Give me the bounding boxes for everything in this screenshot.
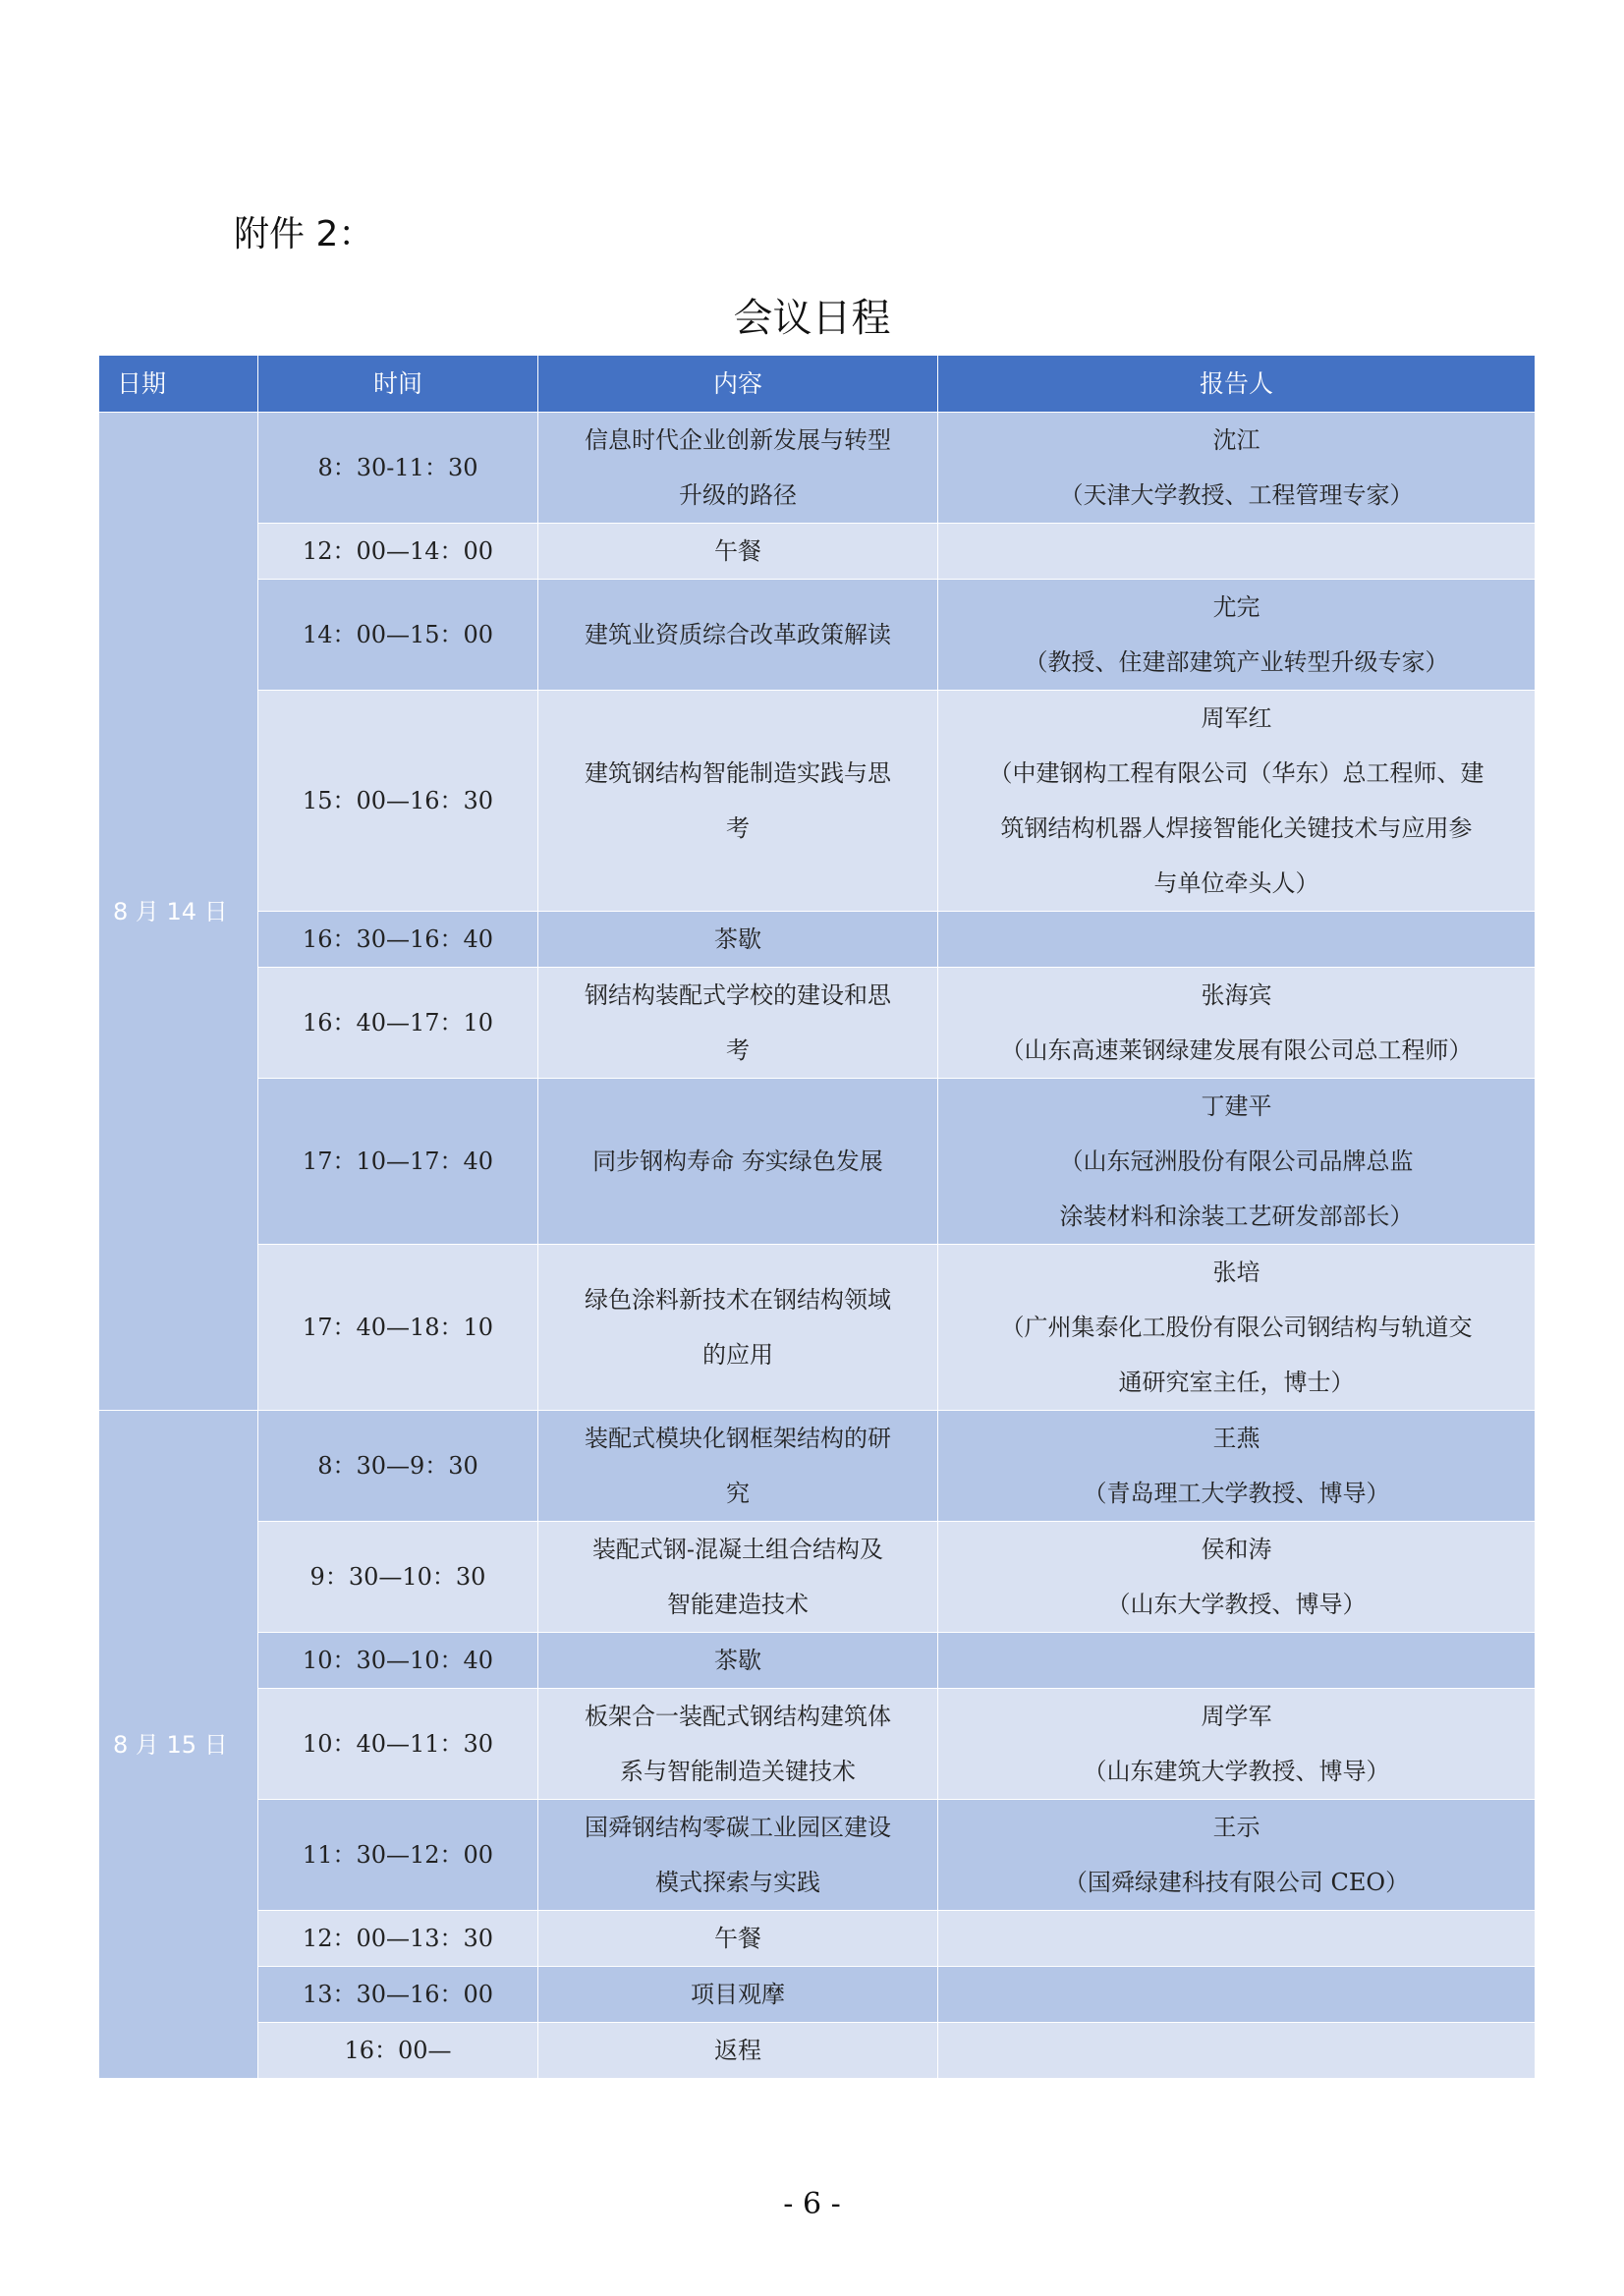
time-cell: 16：40—17：10 [258, 968, 538, 1079]
content-cell [538, 1633, 938, 1689]
speaker-name: 张海宾 [1201, 981, 1272, 1009]
content-line: 装配式模块化钢框架结构的研 [585, 1425, 891, 1452]
speaker-name: 周军红 [1201, 704, 1272, 732]
time-cell: 16：30—16：40 [258, 912, 538, 968]
content-line: 系与智能制造关键技术 [620, 1758, 856, 1785]
content-line: 模式探索与实践 [655, 1869, 820, 1896]
speaker-name: 王燕 [1212, 1425, 1260, 1452]
speaker-name: 沈江 [1212, 426, 1260, 454]
speaker-name: 王示 [1212, 1814, 1260, 1841]
content-cell [538, 1689, 938, 1800]
time-cell: 10：40—11：30 [258, 1689, 538, 1800]
table-row [99, 413, 1536, 524]
speaker-cell [938, 1411, 1536, 1522]
speaker-affiliation: 通研究室主任，博士） [1118, 1369, 1355, 1396]
content-line: 同步钢构寿命 夯实绿色发展 [592, 1148, 883, 1175]
content-cell [538, 1522, 938, 1633]
content-line: 升级的路径 [679, 481, 797, 509]
content-cell [538, 1245, 938, 1411]
time-cell: 11：30—12：00 [258, 1800, 538, 1911]
speaker-cell [938, 1911, 1536, 1967]
speaker-cell [938, 580, 1536, 691]
speaker-affiliation: （国舜绿建科技有限公司 CEO） [1063, 1869, 1410, 1896]
speaker-cell [938, 1689, 1536, 1800]
content-cell [538, 912, 938, 968]
table-row [99, 1689, 1536, 1800]
table-row [99, 1633, 1536, 1689]
content-cell [538, 580, 938, 691]
content-line: 钢结构装配式学校的建设和思 [585, 981, 891, 1009]
content-line: 究 [726, 1480, 750, 1507]
table-row [99, 912, 1536, 968]
time-cell: 15：00—16：30 [258, 691, 538, 912]
table-row [99, 580, 1536, 691]
time-cell: 13：30—16：00 [258, 1967, 538, 2023]
content-line: 建筑业资质综合改革政策解读 [585, 621, 891, 648]
page-title: 会议日程 [733, 296, 891, 341]
table-row [99, 691, 1536, 912]
time-cell: 9：30—10：30 [258, 1522, 538, 1633]
speaker-affiliation: （山东高速莱钢绿建发展有限公司总工程师） [1000, 1036, 1473, 1064]
content-line: 建筑钢结构智能制造实践与思 [585, 759, 891, 787]
speaker-name: 尤完 [1212, 593, 1260, 621]
content-cell [538, 1411, 938, 1522]
header-content: 内容 [538, 356, 938, 413]
speaker-name: 侯和涛 [1201, 1536, 1272, 1563]
time-cell: 12：00—14：00 [258, 524, 538, 580]
time-cell: 8：30-11：30 [258, 413, 538, 524]
speaker-affiliation: （青岛理工大学教授、博导） [1083, 1480, 1390, 1507]
table-row [99, 1967, 1536, 2023]
table-row [99, 2023, 1536, 2079]
page-number: - 6 - [783, 2187, 841, 2221]
speaker-affiliation: （山东大学教授、博导） [1106, 1591, 1367, 1618]
content-line: 午餐 [714, 1925, 761, 1952]
content-line: 项目观摩 [691, 1981, 785, 2008]
content-cell [538, 413, 938, 524]
content-line: 的应用 [702, 1341, 773, 1369]
speaker-cell [938, 968, 1536, 1079]
schedule-table [98, 355, 1536, 2079]
time-cell: 10：30—10：40 [258, 1633, 538, 1689]
speaker-name: 周学军 [1201, 1703, 1272, 1730]
header-date: 日期 [99, 356, 258, 413]
speaker-affiliation: （山东建筑大学教授、博导） [1083, 1758, 1390, 1785]
content-cell [538, 2023, 938, 2079]
content-cell [538, 968, 938, 1079]
content-line: 智能建造技术 [667, 1591, 809, 1618]
content-cell [538, 1911, 938, 1967]
content-line: 绿色涂料新技术在钢结构领域 [585, 1286, 891, 1314]
table-row [99, 1800, 1536, 1911]
table-row [99, 1411, 1536, 1522]
time-cell: 8：30—9：30 [258, 1411, 538, 1522]
speaker-cell [938, 1633, 1536, 1689]
content-line: 信息时代企业创新发展与转型 [585, 426, 891, 454]
schedule-body [99, 413, 1536, 2079]
table-row [99, 1522, 1536, 1633]
time-cell: 14：00—15：00 [258, 580, 538, 691]
speaker-cell [938, 413, 1536, 524]
speaker-affiliation: 涂装材料和涂装工艺研发部部长） [1059, 1203, 1414, 1230]
speaker-cell [938, 1079, 1536, 1245]
speaker-affiliation: （教授、住建部建筑产业转型升级专家） [1024, 648, 1449, 676]
time-cell: 16：00— [258, 2023, 538, 2079]
time-cell: 17：40—18：10 [258, 1245, 538, 1411]
speaker-name: 张培 [1212, 1259, 1260, 1286]
speaker-affiliation: （中建钢构工程有限公司（华东）总工程师、建 [988, 759, 1484, 787]
speaker-cell [938, 1245, 1536, 1411]
speaker-affiliation: 与单位牵头人） [1153, 869, 1319, 897]
header-speaker: 报告人 [938, 356, 1536, 413]
content-cell [538, 1800, 938, 1911]
table-row [99, 1245, 1536, 1411]
speaker-cell [938, 1967, 1536, 2023]
content-line: 板架合一装配式钢结构建筑体 [585, 1703, 891, 1730]
time-cell: 12：00—13：30 [258, 1911, 538, 1967]
content-line: 装配式钢-混凝土组合结构及 [591, 1536, 884, 1563]
date-cell: 8 月 14 日 [99, 413, 258, 1411]
speaker-affiliation: （山东冠洲股份有限公司品牌总监 [1059, 1148, 1414, 1175]
attachment-label: 附件 2： [234, 214, 374, 254]
table-header-row [99, 356, 1536, 413]
speaker-cell [938, 691, 1536, 912]
content-line: 国舜钢结构零碳工业园区建设 [585, 1814, 891, 1841]
table-row [99, 1079, 1536, 1245]
content-line: 返程 [714, 2037, 761, 2064]
content-cell [538, 524, 938, 580]
speaker-affiliation: 筑钢结构机器人焊接智能化关键技术与应用参 [1000, 814, 1473, 842]
table-row [99, 524, 1536, 580]
content-line: 考 [726, 1036, 750, 1064]
date-cell: 8 月 15 日 [99, 1411, 258, 2079]
header-time: 时间 [258, 356, 538, 413]
speaker-affiliation: （天津大学教授、工程管理专家） [1059, 481, 1414, 509]
content-line: 茶歇 [714, 925, 761, 953]
content-cell [538, 1967, 938, 2023]
speaker-name: 丁建平 [1201, 1092, 1272, 1120]
content-cell [538, 691, 938, 912]
table-row [99, 1911, 1536, 1967]
speaker-cell [938, 2023, 1536, 2079]
content-line: 午餐 [714, 537, 761, 565]
content-cell [538, 1079, 938, 1245]
time-cell: 17：10—17：40 [258, 1079, 538, 1245]
speaker-cell [938, 524, 1536, 580]
speaker-cell [938, 912, 1536, 968]
content-line: 考 [726, 814, 750, 842]
speaker-cell [938, 1800, 1536, 1911]
speaker-cell [938, 1522, 1536, 1633]
speaker-affiliation: （广州集泰化工股份有限公司钢结构与轨道交 [1000, 1314, 1473, 1341]
table-row [99, 968, 1536, 1079]
content-line: 茶歇 [714, 1647, 761, 1674]
